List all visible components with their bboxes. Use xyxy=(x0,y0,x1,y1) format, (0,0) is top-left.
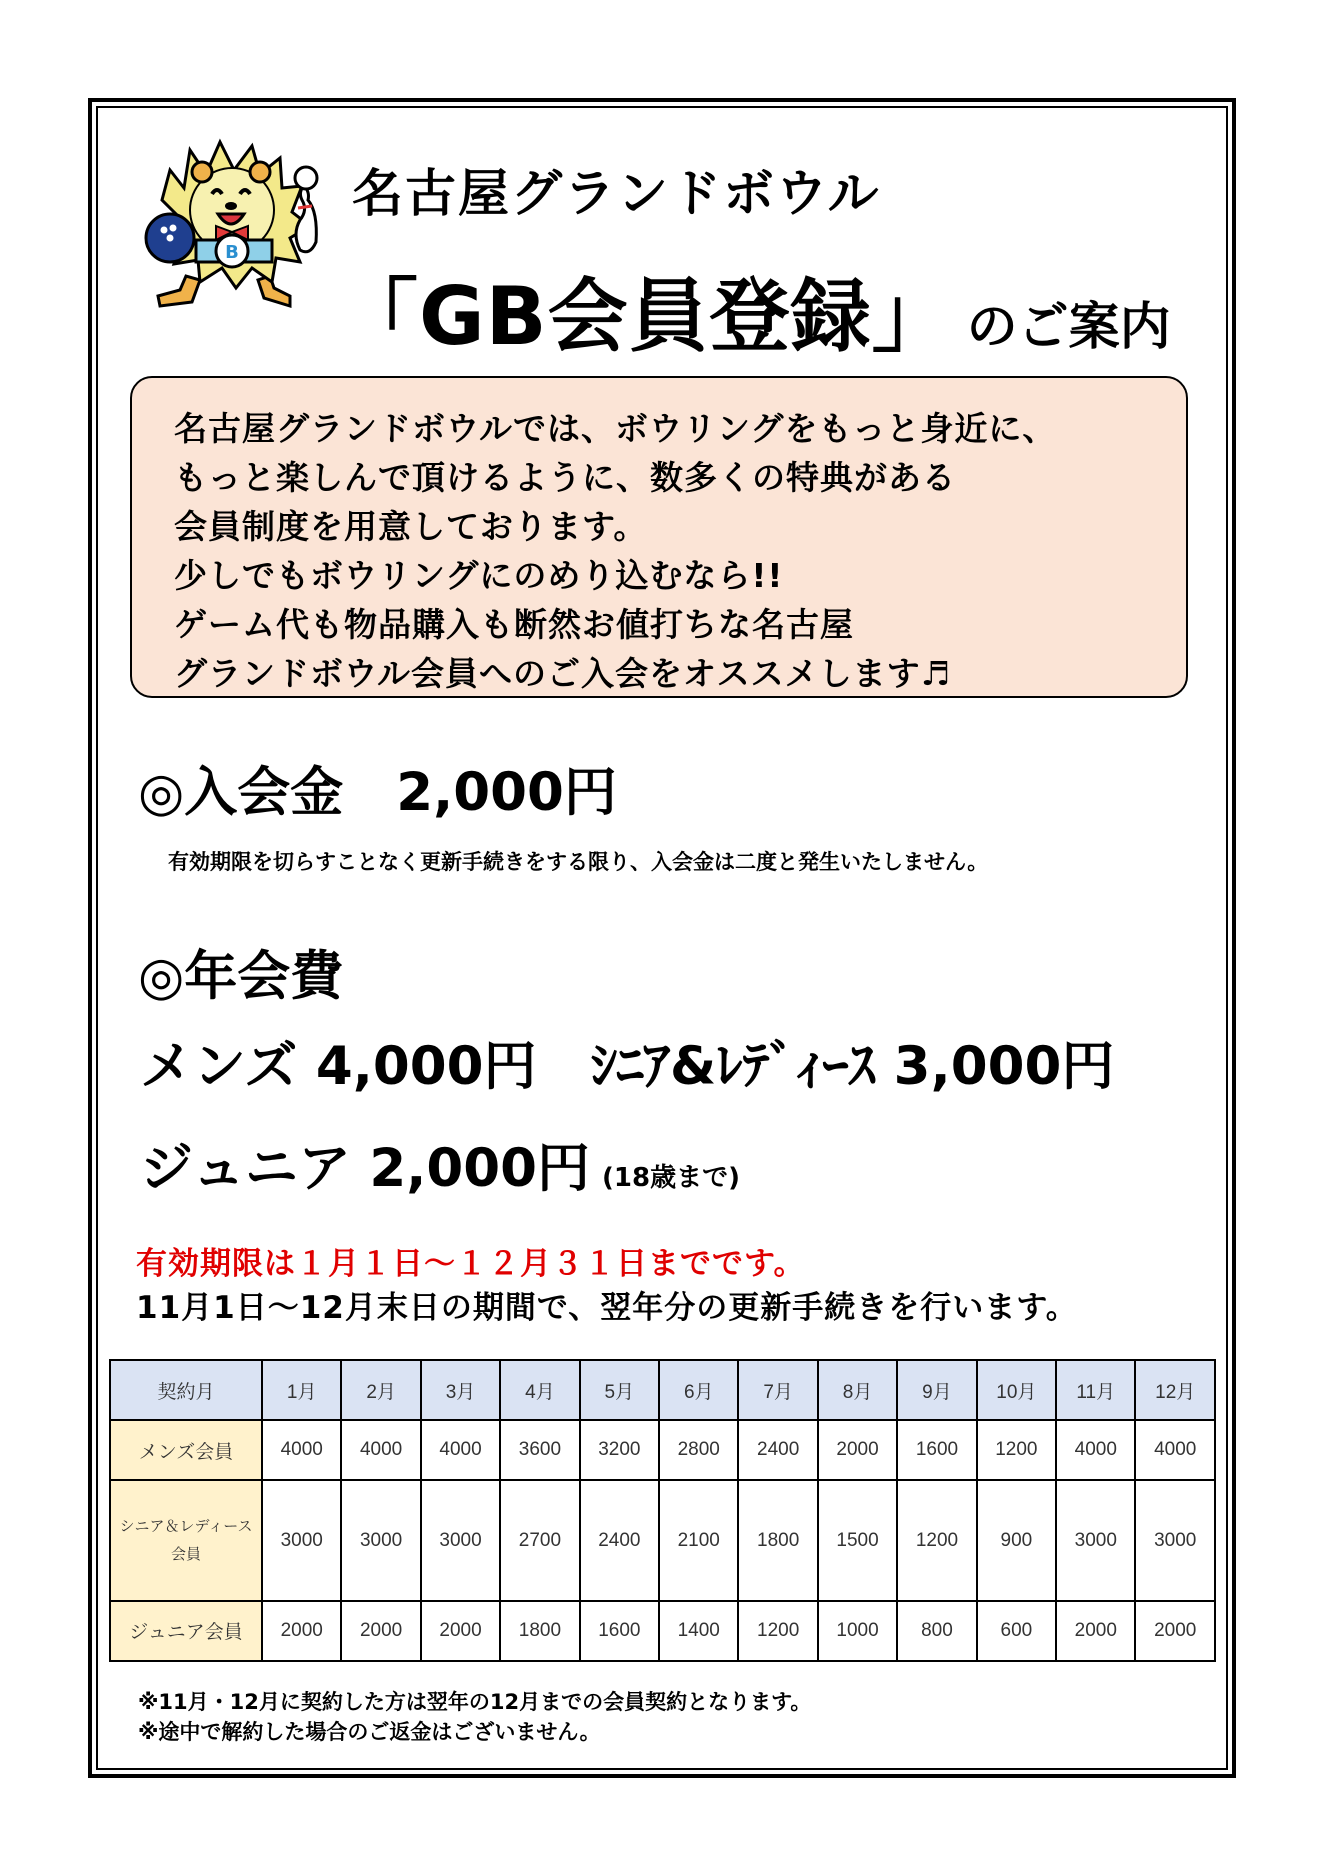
intro-box xyxy=(130,376,1188,698)
intro-line: 名古屋グランドボウルでは、ボウリングをもっと身近に、 xyxy=(174,409,1057,448)
fee-cell: 1000 xyxy=(818,1601,897,1661)
fee-cell: 1800 xyxy=(500,1601,579,1661)
month-header: 3月 xyxy=(421,1360,500,1420)
fee-cell: 2400 xyxy=(738,1420,817,1480)
fee-cell: 3000 xyxy=(421,1480,500,1600)
row-label-senior-ladies xyxy=(110,1480,262,1600)
table-row-junior xyxy=(110,1601,1215,1661)
fee-cell: 2400 xyxy=(580,1480,659,1600)
mens-price: メンズ 4,000円 xyxy=(140,1036,537,1097)
fee-cell: 2800 xyxy=(659,1420,738,1480)
month-header: 8月 xyxy=(818,1360,897,1420)
fee-cell: 2000 xyxy=(421,1601,500,1661)
fee-cell: 4000 xyxy=(421,1420,500,1480)
row-label-junior: ジュニア会員 xyxy=(110,1601,262,1661)
fee-cell: 3600 xyxy=(500,1420,579,1480)
fee-cell: 800 xyxy=(897,1601,976,1661)
fee-cell: 3000 xyxy=(341,1480,420,1600)
renewal-period: 11月1日～12月末日の期間で、翌年分の更新手続きを行います。 xyxy=(136,1290,1078,1326)
fee-cell: 4000 xyxy=(1135,1420,1215,1480)
month-header: 4月 xyxy=(500,1360,579,1420)
fee-cell: 4000 xyxy=(341,1420,420,1480)
fee-cell: 1800 xyxy=(738,1480,817,1600)
svg-text:B: B xyxy=(225,242,239,263)
price-line-junior xyxy=(140,1126,740,1202)
fee-cell: 2000 xyxy=(1056,1601,1135,1661)
fee-cell: 900 xyxy=(977,1480,1056,1600)
month-header: 7月 xyxy=(738,1360,817,1420)
month-header: 1月 xyxy=(262,1360,341,1420)
table-header-label: 契約月 xyxy=(110,1360,262,1420)
month-header: 2月 xyxy=(341,1360,420,1420)
entry-fee-note: 有効期限を切らすことなく更新手続きをする限り、入会金は二度と発生いたしません。 xyxy=(168,850,989,874)
fee-cell: 1400 xyxy=(659,1601,738,1661)
row-label-mens: メンズ会員 xyxy=(110,1420,262,1480)
fee-cell: 4000 xyxy=(262,1420,341,1480)
month-header: 11月 xyxy=(1056,1360,1135,1420)
month-header: 6月 xyxy=(659,1360,738,1420)
fee-cell: 2700 xyxy=(500,1480,579,1600)
fee-cell: 2000 xyxy=(341,1601,420,1661)
fee-cell: 2000 xyxy=(1135,1601,1215,1661)
fee-cell: 4000 xyxy=(1056,1420,1135,1480)
fee-cell: 1200 xyxy=(897,1480,976,1600)
intro-line: 会員制度を用意しております。 xyxy=(174,507,648,546)
table-row-senior-ladies xyxy=(110,1480,1215,1600)
fee-cell: 3000 xyxy=(1135,1480,1215,1600)
title-line1: 名古屋グランドボウル xyxy=(352,165,881,224)
intro-line: もっと楽しんで頂けるように、数多くの特典がある xyxy=(174,458,956,497)
row-label-senior-ladies-line1: シニア＆レディース xyxy=(119,1517,253,1535)
month-header: 5月 xyxy=(580,1360,659,1420)
monthly-fee-table xyxy=(109,1359,1216,1662)
table-row-mens xyxy=(110,1420,1215,1480)
fee-cell: 1600 xyxy=(580,1601,659,1661)
junior-price: ジュニア 2,000円 xyxy=(140,1138,591,1199)
intro-line: グランドボウル会員へのご入会をオススメします♬ xyxy=(174,654,952,693)
row-label-senior-ladies-line2: 会員 xyxy=(170,1545,201,1563)
fee-cell: 600 xyxy=(977,1601,1056,1661)
title-main: 「GB会員登録」 xyxy=(338,270,953,363)
footnote-contract: ※11月・12月に契約した方は翌年の12月までの会員契約となります。 xyxy=(138,1690,812,1714)
bowling-lion-mascot-icon xyxy=(140,130,330,315)
entry-fee-heading: ◎入会金 2,000円 xyxy=(138,762,617,823)
fee-cell: 1200 xyxy=(977,1420,1056,1480)
table-header-row xyxy=(110,1360,1215,1420)
intro-line: ゲーム代も物品購入も断然お値打ちな名古屋 xyxy=(174,605,854,644)
month-header: 12月 xyxy=(1135,1360,1215,1420)
fee-cell: 3000 xyxy=(1056,1480,1135,1600)
fee-cell: 3200 xyxy=(580,1420,659,1480)
month-header: 9月 xyxy=(897,1360,976,1420)
fee-cell: 2100 xyxy=(659,1480,738,1600)
footnote-refund: ※途中で解約した場合のご返金はございません。 xyxy=(138,1720,601,1744)
junior-age-note: (18歳まで) xyxy=(602,1163,740,1193)
fee-cell: 1600 xyxy=(897,1420,976,1480)
intro-line: 少しでもボウリングにのめり込むなら!! xyxy=(174,556,784,595)
fee-cell: 2000 xyxy=(262,1601,341,1661)
fee-cell: 2000 xyxy=(818,1420,897,1480)
senior-ladies-price: ｼﾆｱ&ﾚﾃﾞｨｰｽ 3,000円 xyxy=(590,1036,1115,1097)
fee-cell: 1500 xyxy=(818,1480,897,1600)
fee-cell: 1200 xyxy=(738,1601,817,1661)
title-line2 xyxy=(338,252,1171,367)
fee-cell: 3000 xyxy=(262,1480,341,1600)
month-header: 10月 xyxy=(977,1360,1056,1420)
title-sub: のご案内 xyxy=(966,298,1171,357)
annual-fee-heading: ◎年会費 xyxy=(138,946,344,1007)
price-line-mens-senior xyxy=(140,1024,1114,1100)
validity-period: 有効期限は１月１日～１２月３１日までです。 xyxy=(136,1246,806,1282)
